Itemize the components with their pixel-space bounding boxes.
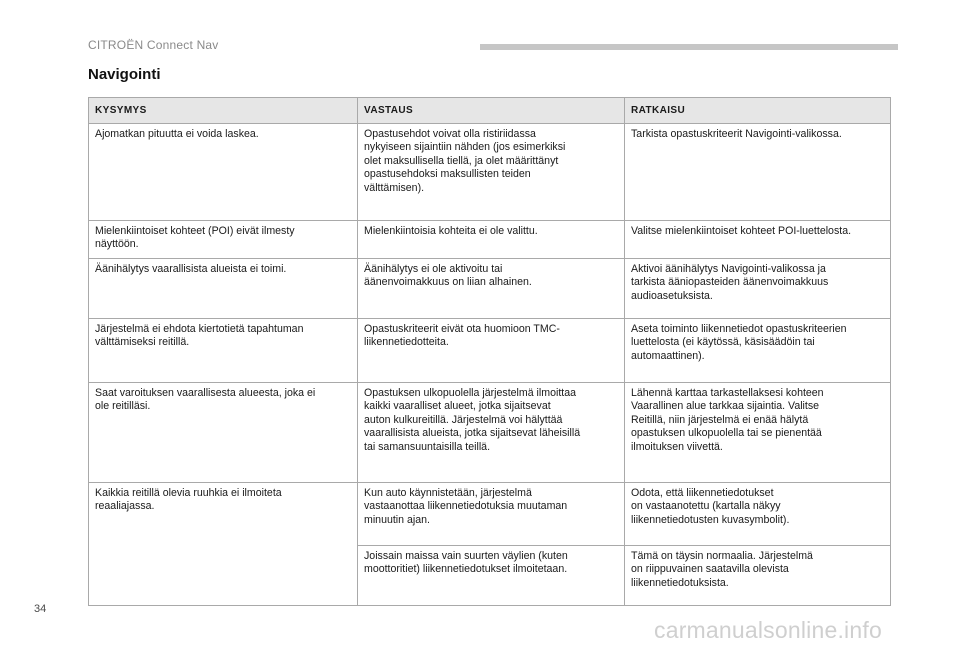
solution-cell: Valitse mielenkiintoiset kohteet POI-luettelosta. xyxy=(625,221,891,259)
header-solution: RATKAISU xyxy=(625,98,891,124)
question-cell: Ajomatkan pituutta ei voida laskea. xyxy=(89,124,358,221)
table-header-row xyxy=(89,98,891,124)
solution-cell: Lähennä karttaa tarkastellaksesi kohteen Vaarallinen alue tarkkaa sijaintia. Valitse Reitillä, niin järjestelmä ei enää hälytä opastuksen ulkopuolella tai se pienentää ilmoituksen viivettä. xyxy=(625,383,891,483)
table-row xyxy=(89,124,891,221)
header-rule xyxy=(480,44,898,50)
answer-cell: Äänihälytys ei ole aktivoitu tai äänenvoimakkuus on liian alhainen. xyxy=(358,259,625,319)
page-number: 34 xyxy=(34,603,47,615)
answer-cell: Joissain maissa vain suurten väylien (kuten moottoritiet) liikennetiedotukset ilmoitetaan. xyxy=(358,546,625,606)
header-answer: VASTAUS xyxy=(358,98,625,124)
solution-cell: Aktivoi äänihälytys Navigointi-valikossa ja tarkista ääniopasteiden äänenvoimakkuus audioasetuksista. xyxy=(625,259,891,319)
table-row xyxy=(89,483,891,546)
table-row xyxy=(89,259,891,319)
solution-cell: Tämä on täysin normaalia. Järjestelmä on riippuvainen saatavilla olevista liikennetiedotuksista. xyxy=(625,546,891,606)
table-row xyxy=(89,319,891,383)
header-question: KYSYMYS xyxy=(89,98,358,124)
answer-cell: Mielenkiintoisia kohteita ei ole valittu. xyxy=(358,221,625,259)
watermark-text: carmanualsonline.info xyxy=(654,617,882,643)
answer-cell: Opastusehdot voivat olla ristiriidassa nykyiseen sijaintiin nähden (jos esimerkiksi olet maksullisella tiellä, ja olet määrittänyt opastusehdoksi maksullisten teiden välttämisen). xyxy=(358,124,625,221)
question-cell: Järjestelmä ei ehdota kiertotietä tapahtuman välttämiseksi reitillä. xyxy=(89,319,358,383)
table-row xyxy=(89,221,891,259)
answer-cell: Opastuksen ulkopuolella järjestelmä ilmoittaa kaikki vaaralliset alueet, jotka sijaitsevat auton kulkureitillä. Järjestelmä voi hälyttää vaarallisista alueista, jotka sijaitsevat läheisillä tai samansuuntaisilla teillä. xyxy=(358,383,625,483)
question-cell: Kaikkia reitillä olevia ruuhkia ei ilmoiteta reaaliajassa. xyxy=(89,483,358,606)
solution-cell: Aseta toiminto liikennetiedot opastuskriteerien luettelosta (ei käytössä, käsisäädöin tai automaattinen). xyxy=(625,319,891,383)
table-row xyxy=(89,383,891,483)
solution-cell: Odota, että liikennetiedotukset on vastaanotettu (kartalla näkyy liikennetiedotusten kuvasymbolit). xyxy=(625,483,891,546)
question-cell: Saat varoituksen vaarallisesta alueesta, joka ei ole reitilläsi. xyxy=(89,383,358,483)
answer-cell: Kun auto käynnistetään, järjestelmä vastaanottaa liikennetiedotuksia muutaman minuutin ajan. xyxy=(358,483,625,546)
faq-table xyxy=(88,97,891,606)
section-title: Navigointi xyxy=(88,66,161,83)
question-cell: Äänihälytys vaarallisista alueista ei toimi. xyxy=(89,259,358,319)
solution-cell: Tarkista opastuskriteerit Navigointi-valikossa. xyxy=(625,124,891,221)
answer-cell: Opastuskriteerit eivät ota huomioon TMC- liikennetiedotteita. xyxy=(358,319,625,383)
document-header-title: CITROËN Connect Nav xyxy=(88,38,219,52)
question-cell: Mielenkiintoiset kohteet (POI) eivät ilmesty näyttöön. xyxy=(89,221,358,259)
